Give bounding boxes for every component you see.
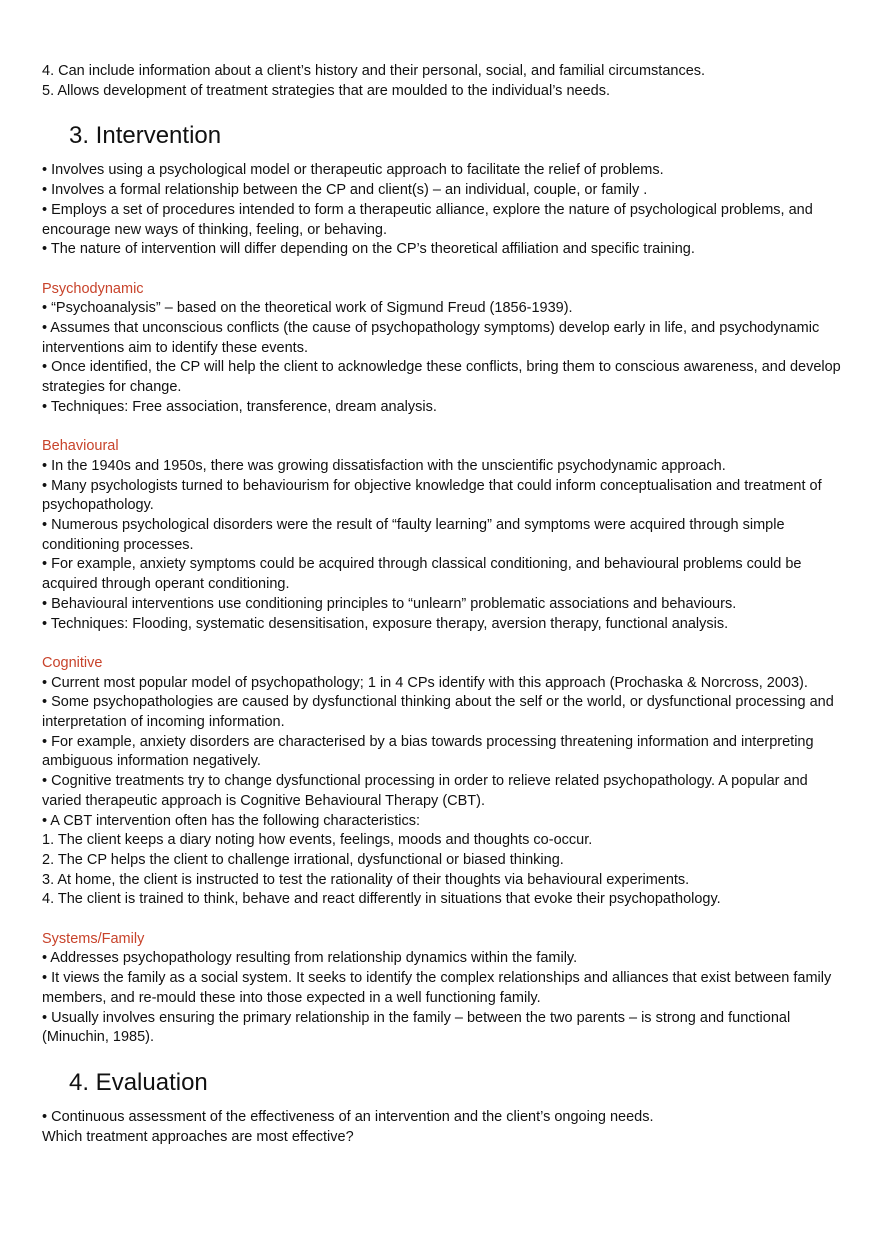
approach-line: • Techniques: Free association, transference, dream analysis. [42,398,437,415]
approach-title: Systems/Family [42,930,145,947]
bullet: • Involves a formal relationship between the CP and client(s) – an individual, couple, or family . [42,182,648,199]
approach-psychodynamic [42,280,842,418]
document-page [42,62,842,1147]
approach-line: • Assumes that unconscious conflicts (the cause of psychopathology symptoms) develop early in life, and psychodynamic interventions aim to identify these events. [42,320,820,356]
bullet: • The nature of intervention will differ depending on the CP’s theoretical affiliation and specific training. [42,241,695,258]
approach-line: • It views the family as a social system. It seeks to identify the complex relationships and alliances that exist between family members, and re-mould these into those expected in a well functioning family. [42,970,832,1006]
approach-title: Psychodynamic [42,280,144,297]
approach-line: • Behavioural interventions use conditioning principles to “unlearn” problematic associations and behaviours. [42,595,737,612]
section-heading-evaluation: 4. Evaluation [69,1068,208,1096]
intro-line: 5. Allows development of treatment strategies that are moulded to the individual’s needs. [42,82,610,99]
approach-title: Cognitive [42,654,103,671]
approach-line: • Usually involves ensuring the primary relationship in the family – between the two parents – is strong and functional (Minuchin, 1985). [42,1009,791,1046]
approaches [42,280,842,1048]
intro-line: 4. Can include information about a client’s history and their personal, social, and familial circumstances. [42,63,706,79]
approach-line: • For example, anxiety disorders are characterised by a bias towards processing threatening information and interpreting ambiguous information negatively. [42,733,814,770]
approach-behavioural [42,437,842,634]
approach-line: 3. At home, the client is instructed to test the rationality of their thoughts via behavioural experiments. [42,871,690,888]
approach-line: • A CBT intervention often has the following characteristics: [42,812,420,829]
approach-line: • Addresses psychopathology resulting from relationship dynamics within the family. [42,950,578,967]
approach-line: • Numerous psychological disorders were the result of “faulty learning” and symptoms were acquired through simple conditioning processes. [42,517,785,553]
approach-cognitive [42,654,842,910]
approach-line: • Many psychologists turned to behaviourism for objective knowledge that could inform conceptualisation and treatment of psychopathology. [42,477,822,514]
intervention-bullets [42,161,842,260]
approach-line: • “Psychoanalysis” – based on the theoretical work of Sigmund Freud (1856-1939). [42,300,573,317]
approach-line: • Some psychopathologies are caused by dysfunctional thinking about the self or the world, or dysfunctional processing and interpretation of incoming information. [42,694,834,731]
bullet: • Involves using a psychological model or therapeutic approach to facilitate the relief of problems. [42,162,664,179]
approach-line: 4. The client is trained to think, behave and react differently in situations that evoke their psychopathology. [42,891,721,908]
approach-line: • For example, anxiety symptoms could be acquired through classical conditioning, and behavioural problems could be acquired through operant conditioning. [42,556,802,593]
section-heading-intervention: 3. Intervention [69,122,222,150]
question-line: Which treatment approaches are most effective? [42,1128,354,1145]
approach-line: • Once identified, the CP will help the client to acknowledge these conflicts, bring them to conscious awareness, and develop strategies for change. [42,359,841,396]
approach-line: • Current most popular model of psychopathology; 1 in 4 CPs identify with this approach (Prochaska & Norcross, 2003). [42,674,808,691]
approach-systems-family [42,930,842,1048]
bullet: • Employs a set of procedures intended to form a therapeutic alliance, explore the nature of psychological problems, and encourage new ways of thinking, feeling, or behaving. [42,201,813,238]
bullet: • Continuous assessment of the effectiveness of an intervention and the client’s ongoing needs. [42,1108,654,1125]
approach-line: • Cognitive treatments try to change dysfunctional processing in order to relieve related psychopathology. A popular and varied therapeutic approach is Cognitive Behavioural Therapy (CBT). [42,773,808,809]
approach-line: • In the 1940s and 1950s, there was growing dissatisfaction with the unscientific psychodynamic approach. [42,457,726,474]
approach-line: 1. The client keeps a diary noting how events, feelings, moods and thoughts co-occur. [42,832,593,849]
approach-title: Behavioural [42,438,119,455]
approach-line: 2. The CP helps the client to challenge irrational, dysfunctional or biased thinking. [42,851,564,868]
approach-line: • Techniques: Flooding, systematic desensitisation, exposure therapy, aversion therapy, functional analysis. [42,615,729,632]
